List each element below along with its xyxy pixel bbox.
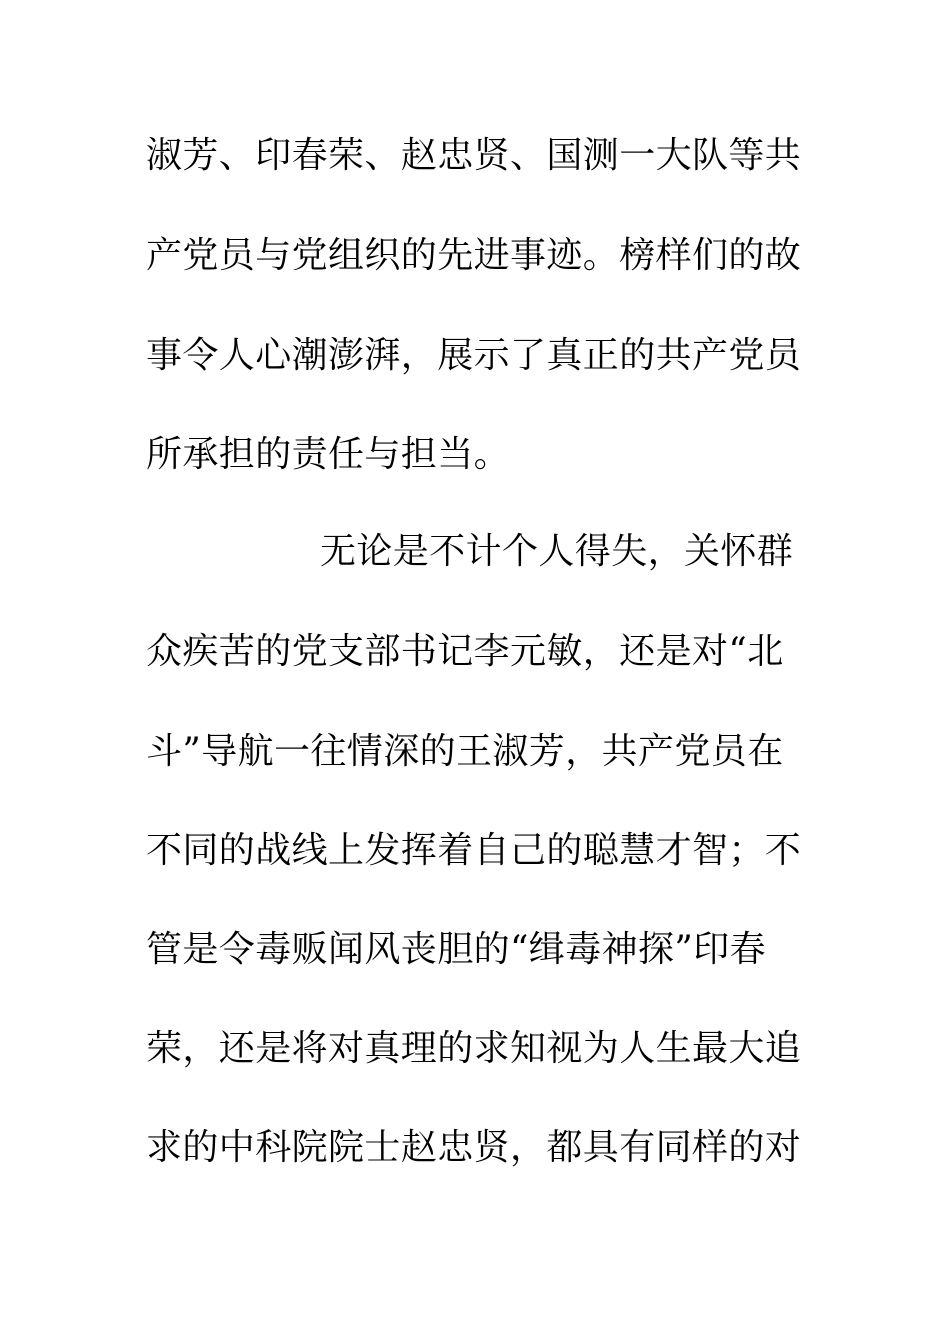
text-line: 求的中科院院士赵忠贤，都具有同样的对 <box>146 1127 802 1168</box>
text-line: 不同的战线上发挥着自己的聪慧才智；不 <box>146 830 802 871</box>
text-line: 淑芳、印春荣、赵忠贤、国测一大队等共 <box>146 135 802 176</box>
paragraph-first-line: 无论是不计个人得失，关怀群 <box>320 531 794 572</box>
text-line: 荣，还是将对真理的求知视为人生最大追 <box>146 1028 802 1069</box>
text-line: 斗”导航一往情深的王淑芳，共产党员在 <box>146 731 784 772</box>
text-line: 产党员与党组织的先进事迹。榜样们的故 <box>146 235 802 276</box>
text-line: 管是令毒贩闻风丧胆的“缉毒神探”印春 <box>146 929 767 970</box>
text-line: 事令人心潮澎湃，展示了真正的共产党员 <box>146 335 802 376</box>
text-line: 众疾苦的党支部书记李元敏，还是对“北 <box>146 631 784 672</box>
text-line: 所承担的责任与担当。 <box>146 434 511 475</box>
